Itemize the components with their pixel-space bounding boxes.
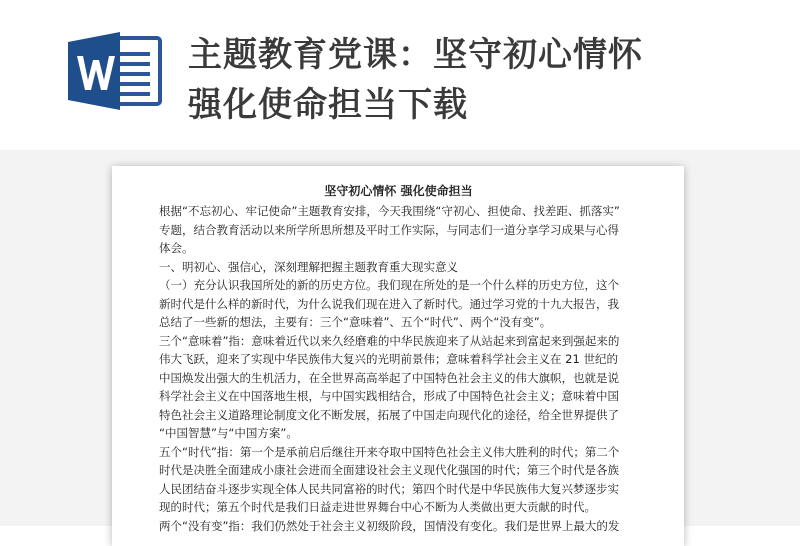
page-title [188,30,768,130]
text-line: 五个“时代”指：第一个是承前启后继往开来夺取中国特色社会主义伟大胜利的时代；第二个 [159,444,620,459]
text-line: 三个“意味着”指：意味着近代以来久经磨难的中华民族迎来了从站起来到富起来到强起来的 [159,333,620,348]
text-line: 科学社会主义在中国落地生根，与中国实践相结合，形成了中国特色社会主义；意味着中国 [159,389,619,403]
header [0,0,800,150]
text-line: 伟大飞跃，迎来了实现中华民族伟大复兴的光明前景伟；意味着科学社会主义在 21 世纪的 [159,352,618,366]
text-line: 特色社会主义道路理论制度文化不断发展，拓展了中国走向现代化的途径，给全世界提供了 [159,407,619,422]
document-title: 坚守初心情怀 强化使命担当 [324,184,473,198]
text-line: 新时代是什么样的新时代，为什么说我们现在进入了新时代。通过学习党的十九大报告，我 [159,296,619,311]
text-line: 人民团结奋斗逐步实现全体人民共同富裕的时代；第四个时代是中华民族伟大复兴梦逐步实 [159,481,619,496]
text-line: 时代是决胜全面建成小康社会进而全面建设社会主义现代化强国的时代；第三个时代是各族 [159,463,619,477]
document-page [112,166,684,546]
word-icon [64,28,164,112]
section-heading: 一、明初心、强信心，深刻理解把握主题教育重大现实意义 [159,259,458,274]
text-line: 现的时代；第五个时代是我们日益走进世界舞台中心不断为人类做出更大贡献的时代。 [159,500,596,514]
title-line-1: 主题教育党课：坚守初心情怀 [188,35,643,75]
text-line: 两个“没有变”指：我们仍然处于社会主义初级阶段，国情没有变化。我们是世界上最大的发 [159,518,620,533]
text-line: “中国智慧”与“中国方案”。 [159,426,298,440]
text-line: 根据“不忘初心、牢记使命”主题教育安排，今天我围绕“守初心、担使命、找差距、抓落实” [159,204,620,218]
text-line: （一）充分认识我国所处的新的历史方位。我们现在所处的是一个什么样的历史方位，这个 [159,278,619,292]
text-line: 总结了一些新的想法，主要有：三个“意味着”、五个“时代”、两个“没有变”。 [159,315,552,329]
text-line: 中国焕发出强大的生机活力，在全世界高高举起了中国特色社会主义的伟大旗帜，也就是说 [159,370,619,385]
title-line-2: 强化使命担当下载 [188,85,468,125]
text-line: 体会。 [159,241,194,255]
text-line: 专题，结合教育活动以来所学所思所想及平时工作实际，与同志们一道分享学习成果与心得 [159,222,619,237]
